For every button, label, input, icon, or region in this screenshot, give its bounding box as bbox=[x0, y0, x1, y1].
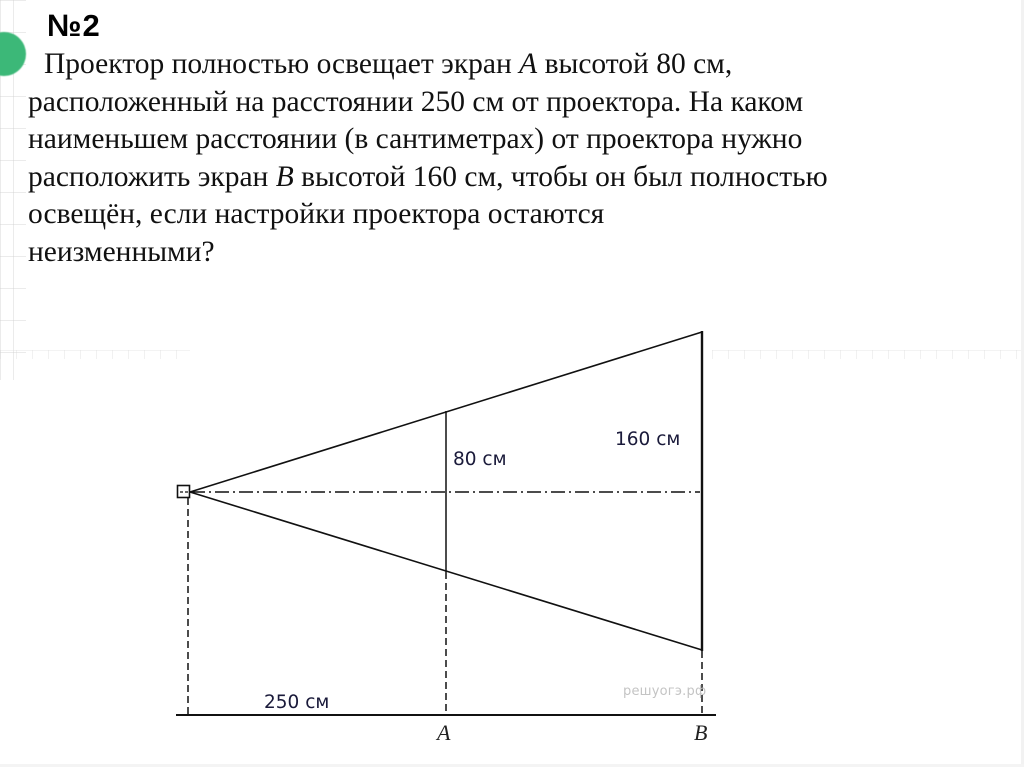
problem-number: №2 bbox=[47, 8, 101, 43]
point-b-label: B bbox=[694, 720, 708, 745]
problem-line-3: наименьшем расстоянии (в сантиметрах) от проектора нужно bbox=[28, 123, 803, 156]
problem-line-4: расположить экран B высотой 160 см, чтобы он был полностью bbox=[28, 160, 828, 193]
problem-line-5: освещён, если настройки проектора остаются bbox=[28, 198, 605, 231]
problem-line-2: расположенный на расстоянии 250 см от проектора. На каком bbox=[28, 85, 804, 118]
label-160-cm: 160 см bbox=[615, 429, 681, 450]
var-b: B bbox=[275, 160, 294, 193]
problem-line-1: Проектор полностью освещает экран A высотой 80 см, bbox=[44, 48, 733, 80]
watermark: решуогэ.рф bbox=[623, 684, 707, 699]
label-80-cm: 80 см bbox=[453, 449, 507, 470]
point-a-label: A bbox=[437, 720, 451, 745]
label-250-cm: 250 см bbox=[264, 692, 330, 713]
var-a: A bbox=[519, 48, 538, 80]
problem-line-6: неизменными? bbox=[28, 235, 215, 268]
